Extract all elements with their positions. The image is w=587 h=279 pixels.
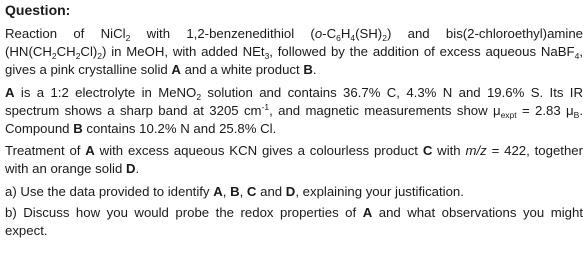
text-run: = 422, together with an orange solid (5, 143, 584, 177)
text-run: . (312, 62, 317, 78)
text-run: with excess aqueous KCN gives a colourless product (94, 143, 423, 159)
text-run: (SH) (355, 26, 383, 41)
text-run: , (222, 183, 231, 199)
compound-label-d: D (285, 183, 296, 199)
text-run: , (239, 183, 247, 199)
text-run: Reaction of NiCl (5, 26, 126, 41)
italic-text: m/z (465, 143, 487, 159)
text-run: ) in MeOH, with added NEt (102, 44, 265, 60)
text-run: = 2.83 μ (516, 102, 574, 118)
question-part-b (5, 204, 583, 240)
paragraph-analysis (5, 84, 583, 139)
text-run: , followed by the addition of excess aqueous NaBF (269, 44, 575, 60)
text-run: and (256, 183, 286, 199)
compound-label-b: B (73, 121, 83, 137)
text-run: Cl) (80, 44, 98, 60)
compound-label-c: C (246, 183, 257, 199)
superscript: -1 (261, 101, 270, 112)
text-run: H (340, 26, 351, 41)
subscript: 2 (75, 51, 81, 62)
subscript: 2 (51, 51, 57, 62)
subscript: 2 (382, 33, 387, 43)
subscript: 2 (97, 51, 103, 62)
subscript: 6 (336, 33, 341, 43)
subscript: 4 (574, 51, 580, 62)
text-run: , explaining your justification. (295, 183, 464, 199)
compound-label-a: A (85, 143, 95, 159)
compound-label-c: C (422, 143, 433, 159)
text-run: is a 1:2 electrolyte in MeNO (14, 84, 197, 100)
italic-text: o (314, 26, 323, 41)
compound-label-a: A (5, 84, 15, 100)
paragraph-reaction (5, 25, 583, 80)
subscript: expt (500, 109, 517, 120)
text-run: . Compound (5, 102, 583, 137)
text-run: and a white product (180, 62, 304, 78)
text-run: . (135, 161, 140, 177)
compound-label-a: A (171, 62, 181, 78)
text-run: , and magnetic measurements show μ (269, 102, 501, 118)
question-part-a (5, 183, 583, 201)
text-run: b) Discuss how you would probe the redox properties of (5, 204, 363, 220)
text-run: Treatment of (5, 143, 86, 159)
text-run: with (432, 143, 466, 159)
subscript: 4 (350, 33, 356, 43)
text-run: -C (322, 26, 337, 41)
question-heading: Question: (5, 2, 71, 18)
question-document (5, 2, 583, 244)
text-run: solution and contains 36.7% C, 4.3% N and 19.6% S. Its IR spectrum shows a sharp band at 3205 cm (5, 84, 583, 118)
text-run: , gives a pink crystalline solid (5, 44, 583, 78)
compound-label-b: B (303, 62, 313, 78)
text-run: ) and bis(2-chloroethyl)amine (HN(CH (5, 26, 583, 60)
paragraph-cyanide (5, 142, 583, 178)
subscript: 3 (264, 51, 270, 62)
subscript: 2 (196, 91, 202, 102)
text-run: contains 10.2% N and 25.8% Cl. (82, 121, 277, 137)
compound-label-a: A (213, 183, 223, 199)
subscript: 2 (125, 33, 131, 43)
text-run: a) Use the data provided to identify (5, 183, 214, 199)
compound-label-a: A (362, 204, 373, 220)
text-run: with 1,2-benzenedithiol ( (130, 26, 315, 41)
text-run: CH (56, 44, 76, 60)
subscript: B (573, 109, 580, 120)
compound-label-d: D (125, 161, 136, 177)
text-run: and what observations you might expect. (5, 204, 583, 239)
compound-label-b: B (230, 183, 240, 199)
